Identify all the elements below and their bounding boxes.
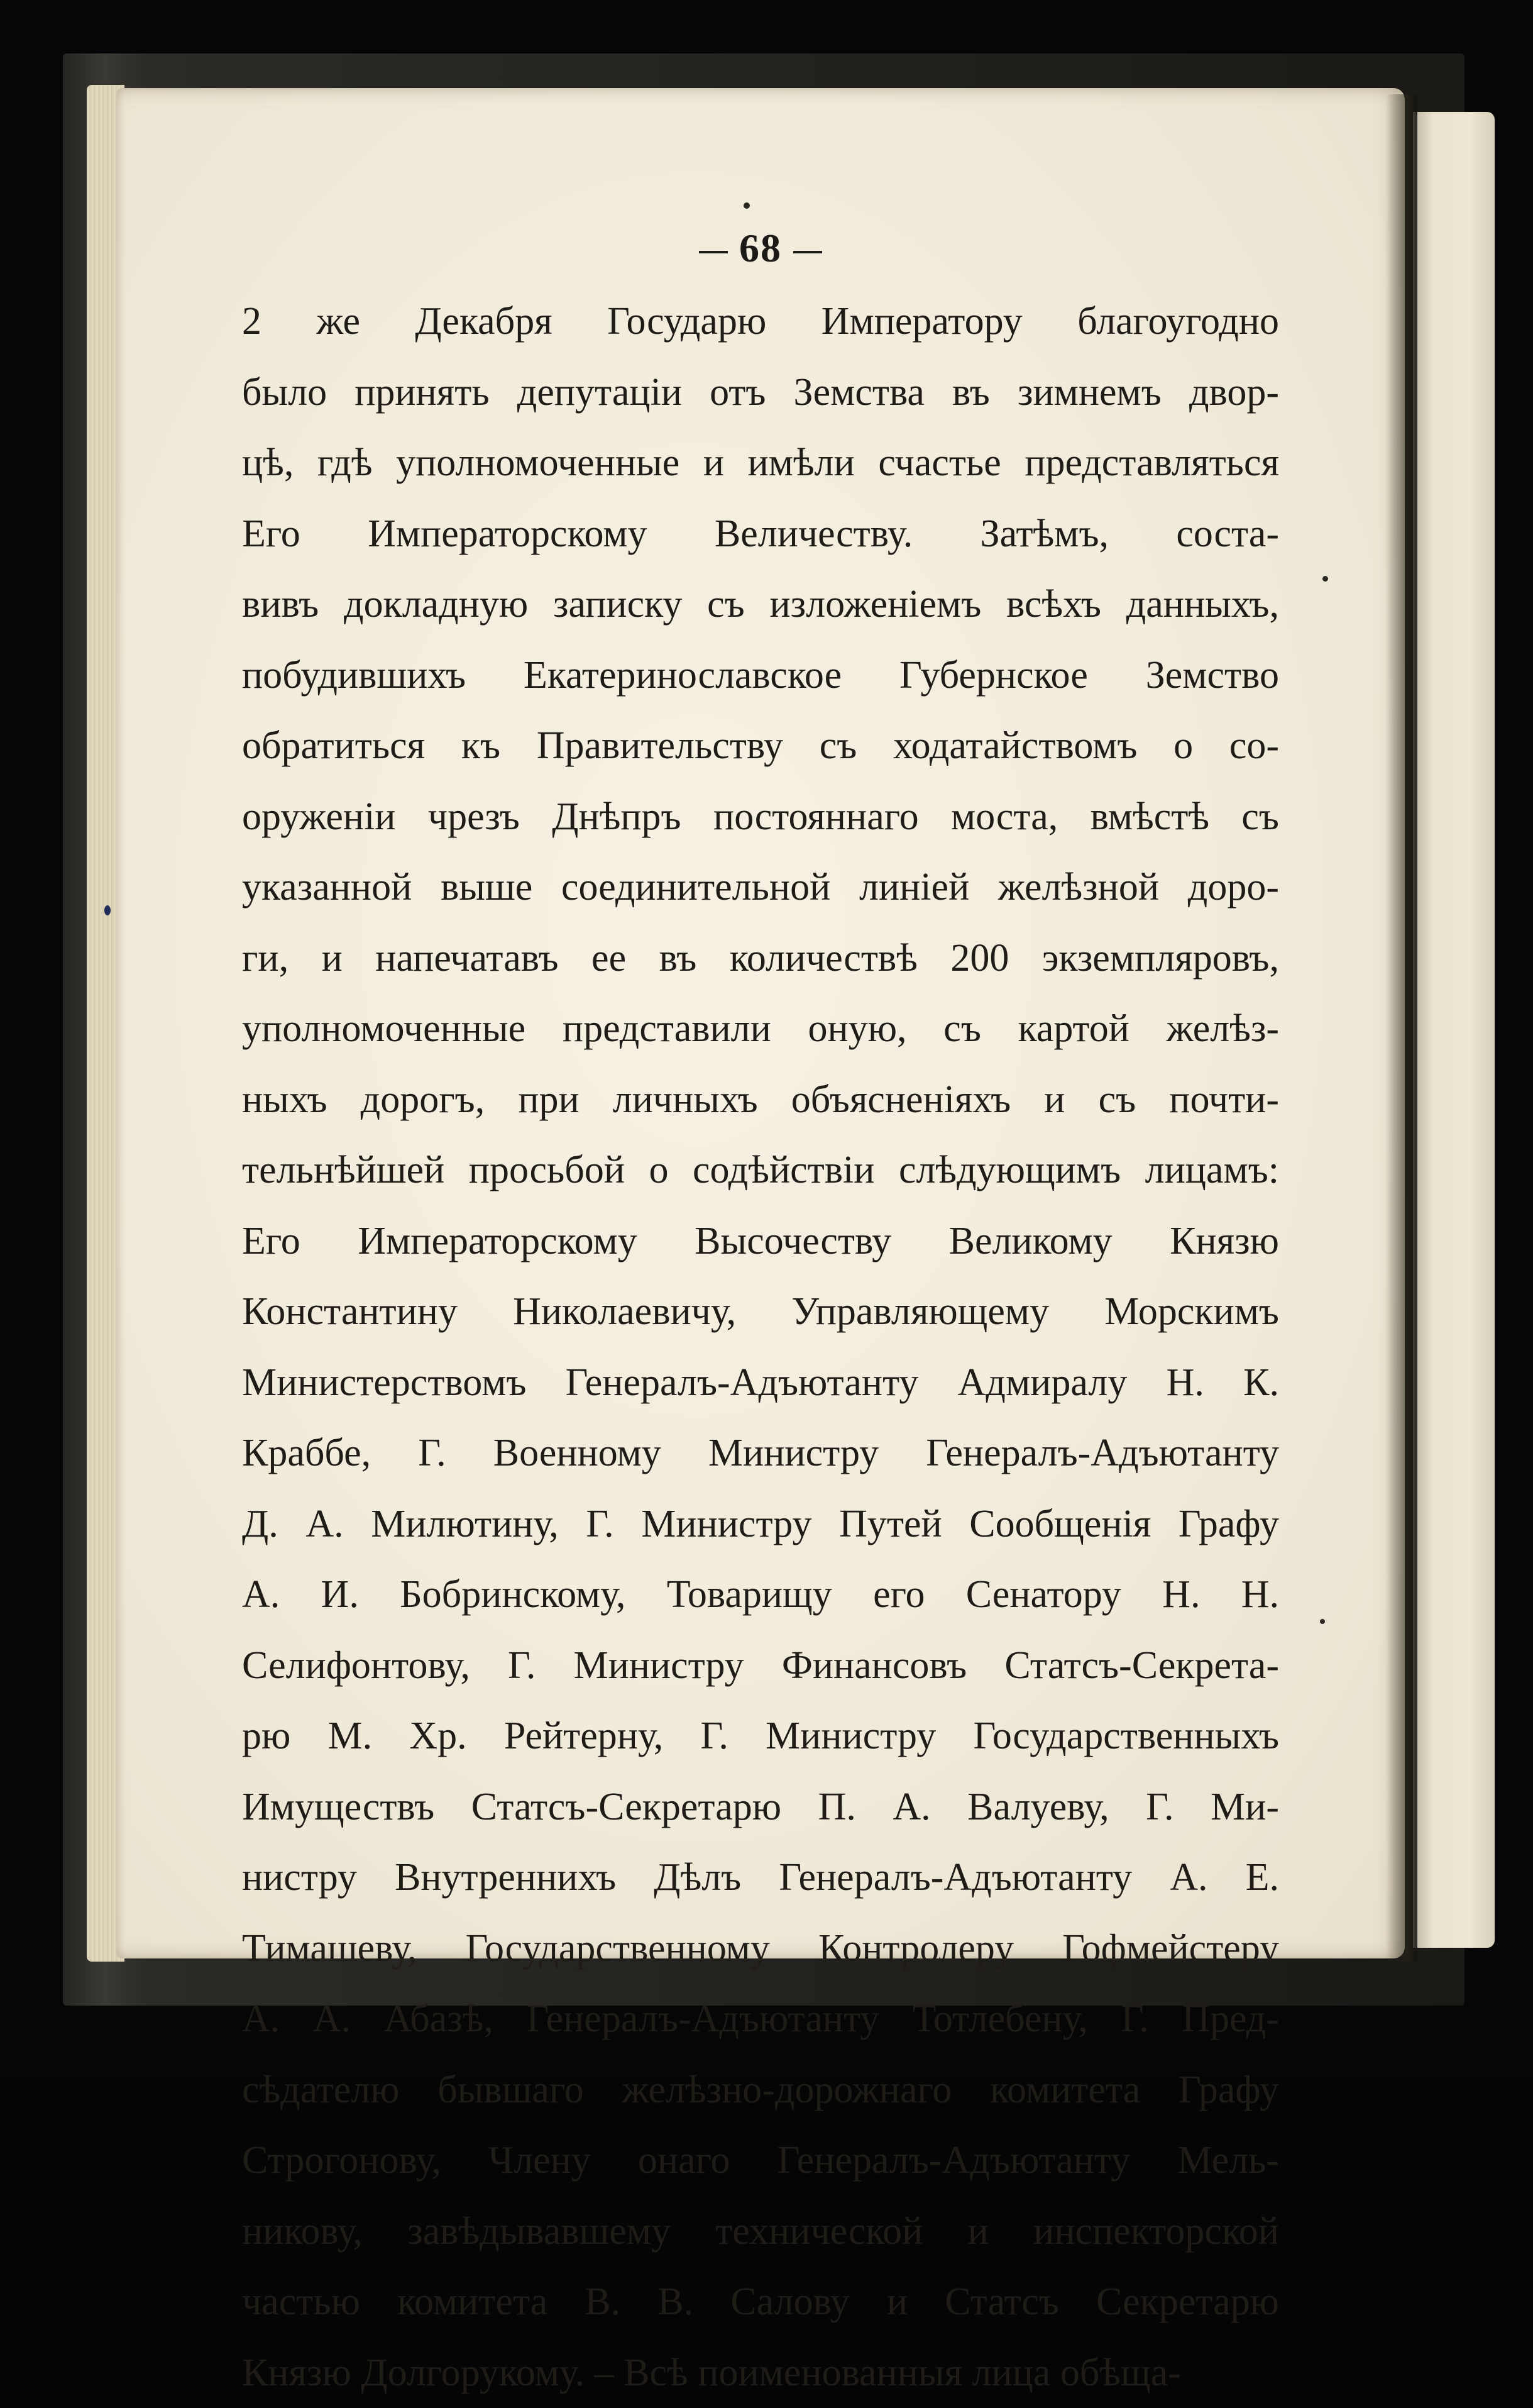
text-line: Князю Долгорукому. – Всѣ поименованныя лица обѣща-	[242, 2338, 1279, 2408]
text-line: нистру Внутреннихъ Дѣлъ Генералъ-Адъютанту А. Е.	[242, 1842, 1279, 1913]
ink-speck	[1320, 1619, 1325, 1624]
text-line: ныхъ дорогъ, при личныхъ объясненiяхъ и съ почти-	[242, 1064, 1279, 1135]
text-line: 2 же Декабря Государю Императору благоугодно	[242, 286, 1279, 357]
text-line: вивъ докладную записку съ изложенiемъ всѣхъ данныхъ,	[242, 569, 1279, 640]
adjacent-page-edge	[1413, 112, 1495, 1948]
text-line: Д. А. Милютину, Г. Министру Путей Сообщенiя Графу	[242, 1489, 1279, 1560]
text-line: обратиться къ Правительству съ ходатайствомъ о со-	[242, 710, 1279, 781]
text-line: уполномоченные представили оную, съ картой желѣз-	[242, 993, 1279, 1064]
text-line: оруженiи чрезъ Днѣпръ постояннаго моста, вмѣстѣ съ	[242, 781, 1279, 853]
text-line: Константину Николаевичу, Управляющему Морскимъ	[242, 1276, 1279, 1347]
text-line: рю М. Хр. Рейтерну, Г. Министру Государственныхъ	[242, 1701, 1279, 1772]
text-line: Министерствомъ Генералъ-Адъютанту Адмиралу Н. К.	[242, 1347, 1279, 1418]
text-line: частью комитета В. В. Салову и Статсъ Секретарю	[242, 2267, 1279, 2338]
text-line: цѣ, гдѣ уполномоченные и имѣли счастье представляться	[242, 428, 1279, 499]
text-line: ги, и напечатавъ ее въ количествѣ 200 экземпляровъ,	[242, 923, 1279, 994]
text-line: побудившихъ Екатеринославское Губернское Земство	[242, 640, 1279, 711]
text-line: Его Императорскому Высочеству Великому Князю	[242, 1206, 1279, 1277]
text-line: было принять депутацiи отъ Земства въ зимнемъ двор-	[242, 357, 1279, 428]
text-line: А. А. Абазѣ, Генералъ-Адъютанту Тотлебену, Г. Пред-	[242, 1984, 1279, 2055]
text-line: тельнѣйшей просьбой о содѣйствiи слѣдующимъ лицамъ:	[242, 1135, 1279, 1206]
text-line: никову, завѣдывавшему технической и инспекторской	[242, 2196, 1279, 2267]
text-line: Его Императорскому Величеству. Затѣмъ, соста-	[242, 499, 1279, 570]
text-line: Тимашеву, Государственному Контролеру Гофмейстеру	[242, 1913, 1279, 1984]
text-line: Краббе, Г. Военному Министру Генералъ-Адъютанту	[242, 1418, 1279, 1489]
page-number: 68	[739, 226, 782, 270]
body-text	[242, 286, 1279, 2408]
text-line: указанной выше соединительной линiей желѣзной доро-	[242, 852, 1279, 923]
page-number-header	[116, 225, 1405, 272]
text-line: Имуществъ Статсъ-Секретарю П. А. Валуеву, Г. Ми-	[242, 1772, 1279, 1843]
ink-speck	[744, 202, 750, 209]
text-line: сѣдателю бывшаго желѣзно-дорожнаго комитета Графу	[242, 2055, 1279, 2126]
ink-speck	[1322, 576, 1328, 582]
text-line: Селифонтову, Г. Министру Финансовъ Статсъ-Секрета-	[242, 1630, 1279, 1701]
gutter-shadow	[1386, 94, 1417, 1962]
ink-speck	[104, 905, 111, 915]
dash-right	[793, 251, 822, 253]
text-line: А. И. Бобринскому, Товарищу его Сенатору Н. Н.	[242, 1559, 1279, 1630]
text-line: Строгонову, Члену онаго Генералъ-Адъютанту Мель-	[242, 2125, 1279, 2196]
dash-left	[699, 251, 728, 253]
